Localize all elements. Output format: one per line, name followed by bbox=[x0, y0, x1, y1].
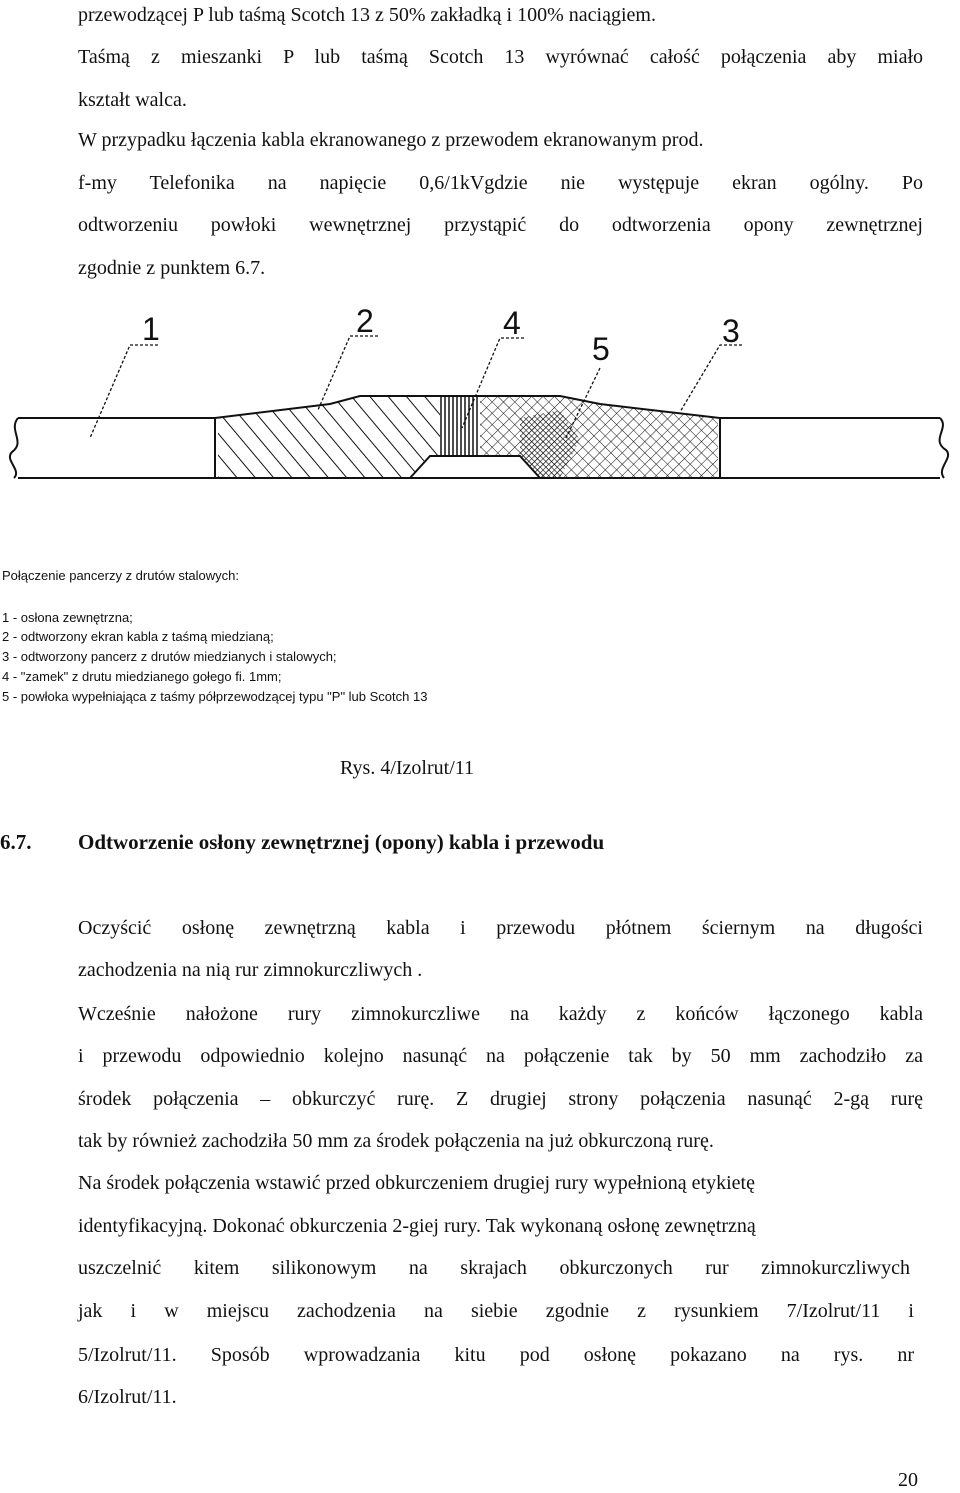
screen-tape-area bbox=[218, 396, 440, 478]
copper-wire-lock bbox=[440, 396, 480, 456]
paragraph-line: Taśmą z mieszanki P lub taśmą Scotch 13 wyrównać całość połączenia aby miało bbox=[78, 46, 923, 68]
legend-item: 2 - odtworzony ekran kabla z taśmą miedzianą; bbox=[2, 629, 274, 644]
left-cable-end bbox=[10, 418, 215, 478]
paragraph-line: 6/Izolrut/11. bbox=[78, 1386, 177, 1408]
paragraph-line: W przypadku łączenia kabla ekranowanego z przewodem ekranowanym prod. bbox=[78, 129, 704, 151]
paragraph-line: Wcześnie nałożone rury zimnokurczliwe na każdy z końców łączonego kabla bbox=[78, 1003, 923, 1025]
paragraph-line: Oczyścić osłonę zewnętrzną kabla i przewodu płótnem ściernym na długości bbox=[78, 917, 923, 939]
paragraph-line: Na środek połączenia wstawić przed obkurczeniem drugiej rury wypełnioną etykietę bbox=[78, 1172, 755, 1194]
legend-title: Połączenie pancerzy z drutów stalowych: bbox=[2, 568, 240, 583]
paragraph-line: f-my Telefonika na napięcie 0,6/1kVgdzie nie występuje ekran ogólny. Po bbox=[78, 172, 923, 194]
paragraph-line: kształt walca. bbox=[78, 89, 187, 111]
callout-3: 3 bbox=[722, 313, 740, 349]
callout-5: 5 bbox=[592, 331, 610, 367]
callout-2: 2 bbox=[356, 303, 374, 339]
page-number: 20 bbox=[898, 1469, 918, 1491]
paragraph-line: identyfikacyjną. Dokonać obkurczenia 2-giej rury. Tak wykonaną osłonę zewnętrzną bbox=[78, 1215, 756, 1237]
legend-item: 5 - powłoka wypełniająca z taśmy półprzewodzącej typu "P" lub Scotch 13 bbox=[2, 689, 428, 704]
paragraph-line: środek połączenia – obkurczyć rurę. Z drugiej strony połączenia nasunąć 2-gą rurę bbox=[78, 1088, 923, 1110]
figure-caption: Rys. 4/Izolrut/11 bbox=[340, 757, 475, 779]
paragraph-line: zgodnie z punktem 6.7. bbox=[78, 257, 266, 279]
legend-item: 1 - osłona zewnętrzna; bbox=[2, 610, 133, 625]
callout-4: 4 bbox=[503, 305, 521, 341]
callout-1: 1 bbox=[142, 311, 160, 347]
paragraph-line: przewodzącej P lub taśmą Scotch 13 z 50% zakładką i 100% naciągiem. bbox=[78, 4, 656, 26]
right-cable-end bbox=[720, 418, 948, 478]
cable-joint-diagram bbox=[0, 300, 960, 500]
legend-item: 3 - odtworzony pancerz z drutów miedzianych i stalowych; bbox=[2, 649, 337, 664]
paragraph-line: i przewodu odpowiednio kolejno nasunąć na połączenie tak by 50 mm zachodziło za bbox=[78, 1045, 923, 1067]
paragraph-line: odtworzeniu powłoki wewnętrznej przystąpić do odtworzenia opony zewnętrznej bbox=[78, 214, 923, 236]
legend-item: 4 - "zamek" z drutu miedzianego gołego fi. 1mm; bbox=[2, 669, 282, 684]
section-title: Odtworzenie osłony zewnętrznej (opony) kabla i przewodu bbox=[78, 830, 605, 854]
central-gap bbox=[410, 456, 540, 478]
section-number: 6.7. bbox=[0, 830, 32, 854]
paragraph-line: 5/Izolrut/11. Sposób wprowadzania kitu pod osłonę pokazano na rys. nr bbox=[78, 1344, 914, 1366]
paragraph-line: tak by również zachodziła 50 mm za środek połączenia na już obkurczoną rurę. bbox=[78, 1130, 714, 1152]
paragraph-line: zachodzenia na nią rur zimnokurczliwych . bbox=[78, 959, 423, 981]
paragraph-line: uszczelnić kitem silikonowym na skrajach obkurczonych rur zimnokurczliwych bbox=[78, 1257, 910, 1279]
paragraph-line: jak i w miejscu zachodzenia na siebie zgodnie z rysunkiem 7/Izolrut/11 i bbox=[78, 1300, 914, 1322]
